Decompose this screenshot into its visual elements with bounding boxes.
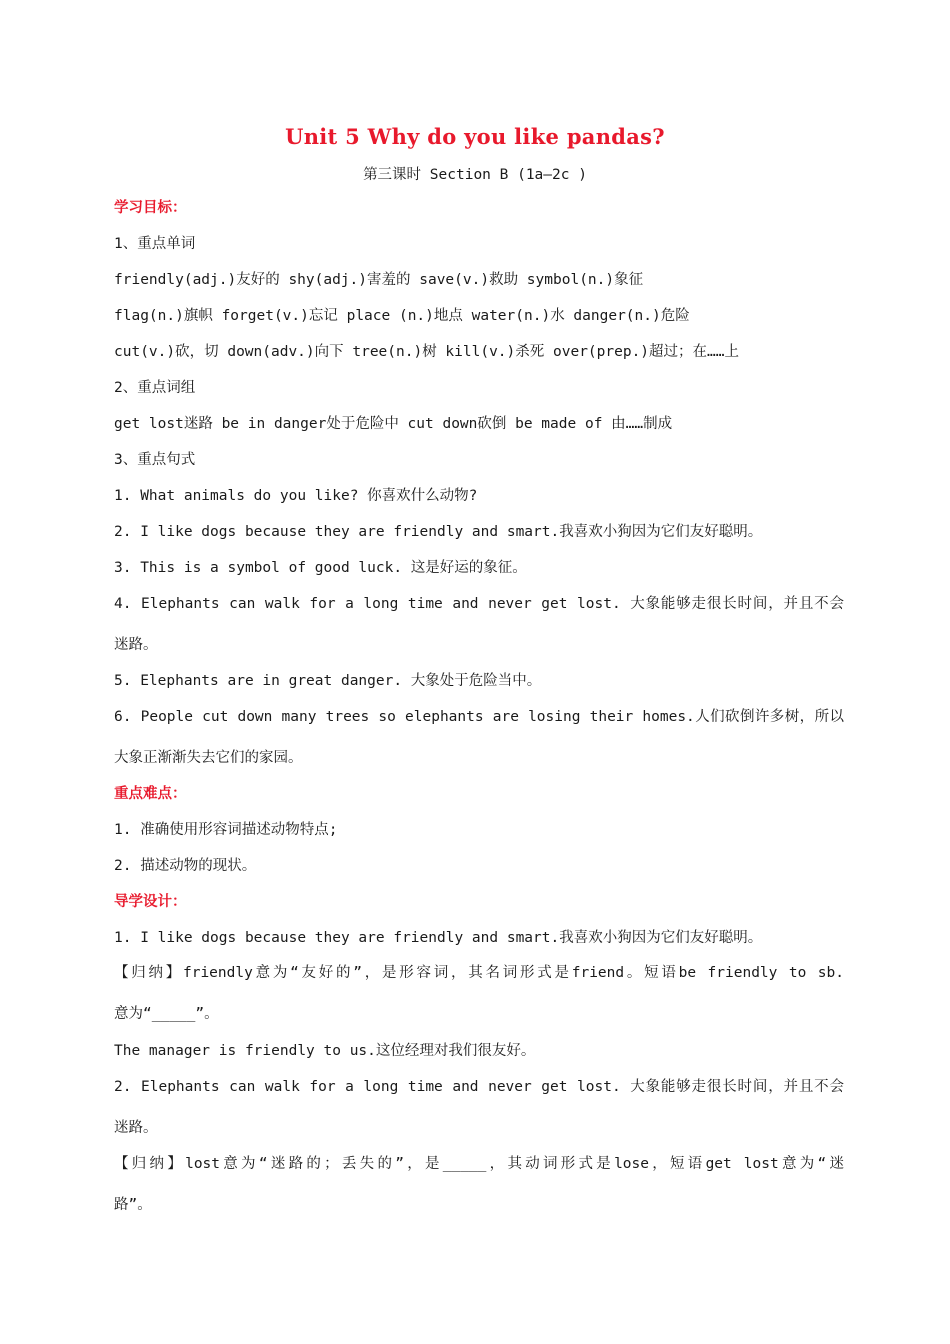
text-line: 4. Elephants can walk for a long time and never get lost. 大象能够走很长时间，并且不会	[114, 596, 844, 612]
text-line: 5. Elephants are in great danger. 大象处于危险当中。	[114, 673, 542, 689]
text-line: 1. 准确使用形容词描述动物特点;	[114, 822, 338, 838]
text-line: 2. 描述动物的现状。	[114, 858, 257, 874]
text-line: 路”。	[114, 1197, 152, 1213]
text-line: The manager is friendly to us.这位经理对我们很友好。	[114, 1043, 536, 1059]
section-heading: 重点难点：	[114, 786, 187, 802]
text-line: 意为“_____”。	[114, 1006, 219, 1022]
text-line: 1. What animals do you like? 你喜欢什么动物?	[114, 488, 478, 504]
text-line: 2. I like dogs because they are friendly and smart.我喜欢小狗因为它们友好聪明。	[114, 524, 763, 540]
text-line: 迷路。	[114, 1120, 158, 1136]
page-title: Unit 5 Why do you like pandas?	[285, 124, 665, 149]
text-line: 【归纳】friendly意为“友好的”，是形容词，其名词形式是friend。短语be friendly to sb.	[114, 965, 844, 981]
text-line: 【归纳】lost意为“迷路的；丢失的”，是_____，其动词形式是lose，短语get lost意为“迷	[114, 1156, 844, 1172]
text-line: 1. I like dogs because they are friendly and smart.我喜欢小狗因为它们友好聪明。	[114, 930, 763, 946]
text-line: 迷路。	[114, 637, 158, 653]
text-line: cut(v.)砍，切 down(adv.)向下 tree(n.)树 kill(v.)杀死 over(prep.)超过；在……上	[114, 344, 739, 360]
text-line: 2. Elephants can walk for a long time and never get lost. 大象能够走很长时间，并且不会	[114, 1079, 844, 1095]
text-line: 6. People cut down many trees so elephants are losing their homes.人们砍倒许多树，所以	[114, 709, 844, 725]
text-line: 2、重点词组	[114, 380, 196, 396]
text-line: 3、重点句式	[114, 452, 196, 468]
text-line: 大象正渐渐失去它们的家园。	[114, 750, 303, 766]
section-heading: 导学设计：	[114, 894, 187, 910]
page-subtitle: 第三课时 Section B (1a—2c )	[363, 167, 587, 183]
text-line: 1、重点单词	[114, 236, 196, 252]
text-line: 3. This is a symbol of good luck. 这是好运的象征。	[114, 560, 527, 576]
text-line: get lost迷路 be in danger处于危险中 cut down砍倒 be made of 由……制成	[114, 416, 673, 432]
section-heading: 学习目标：	[114, 200, 187, 216]
text-line: flag(n.)旗帜 forget(v.)忘记 place (n.)地点 water(n.)水 danger(n.)危险	[114, 308, 690, 324]
text-line: friendly(adj.)友好的 shy(adj.)害羞的 save(v.)救助 symbol(n.)象征	[114, 272, 644, 288]
